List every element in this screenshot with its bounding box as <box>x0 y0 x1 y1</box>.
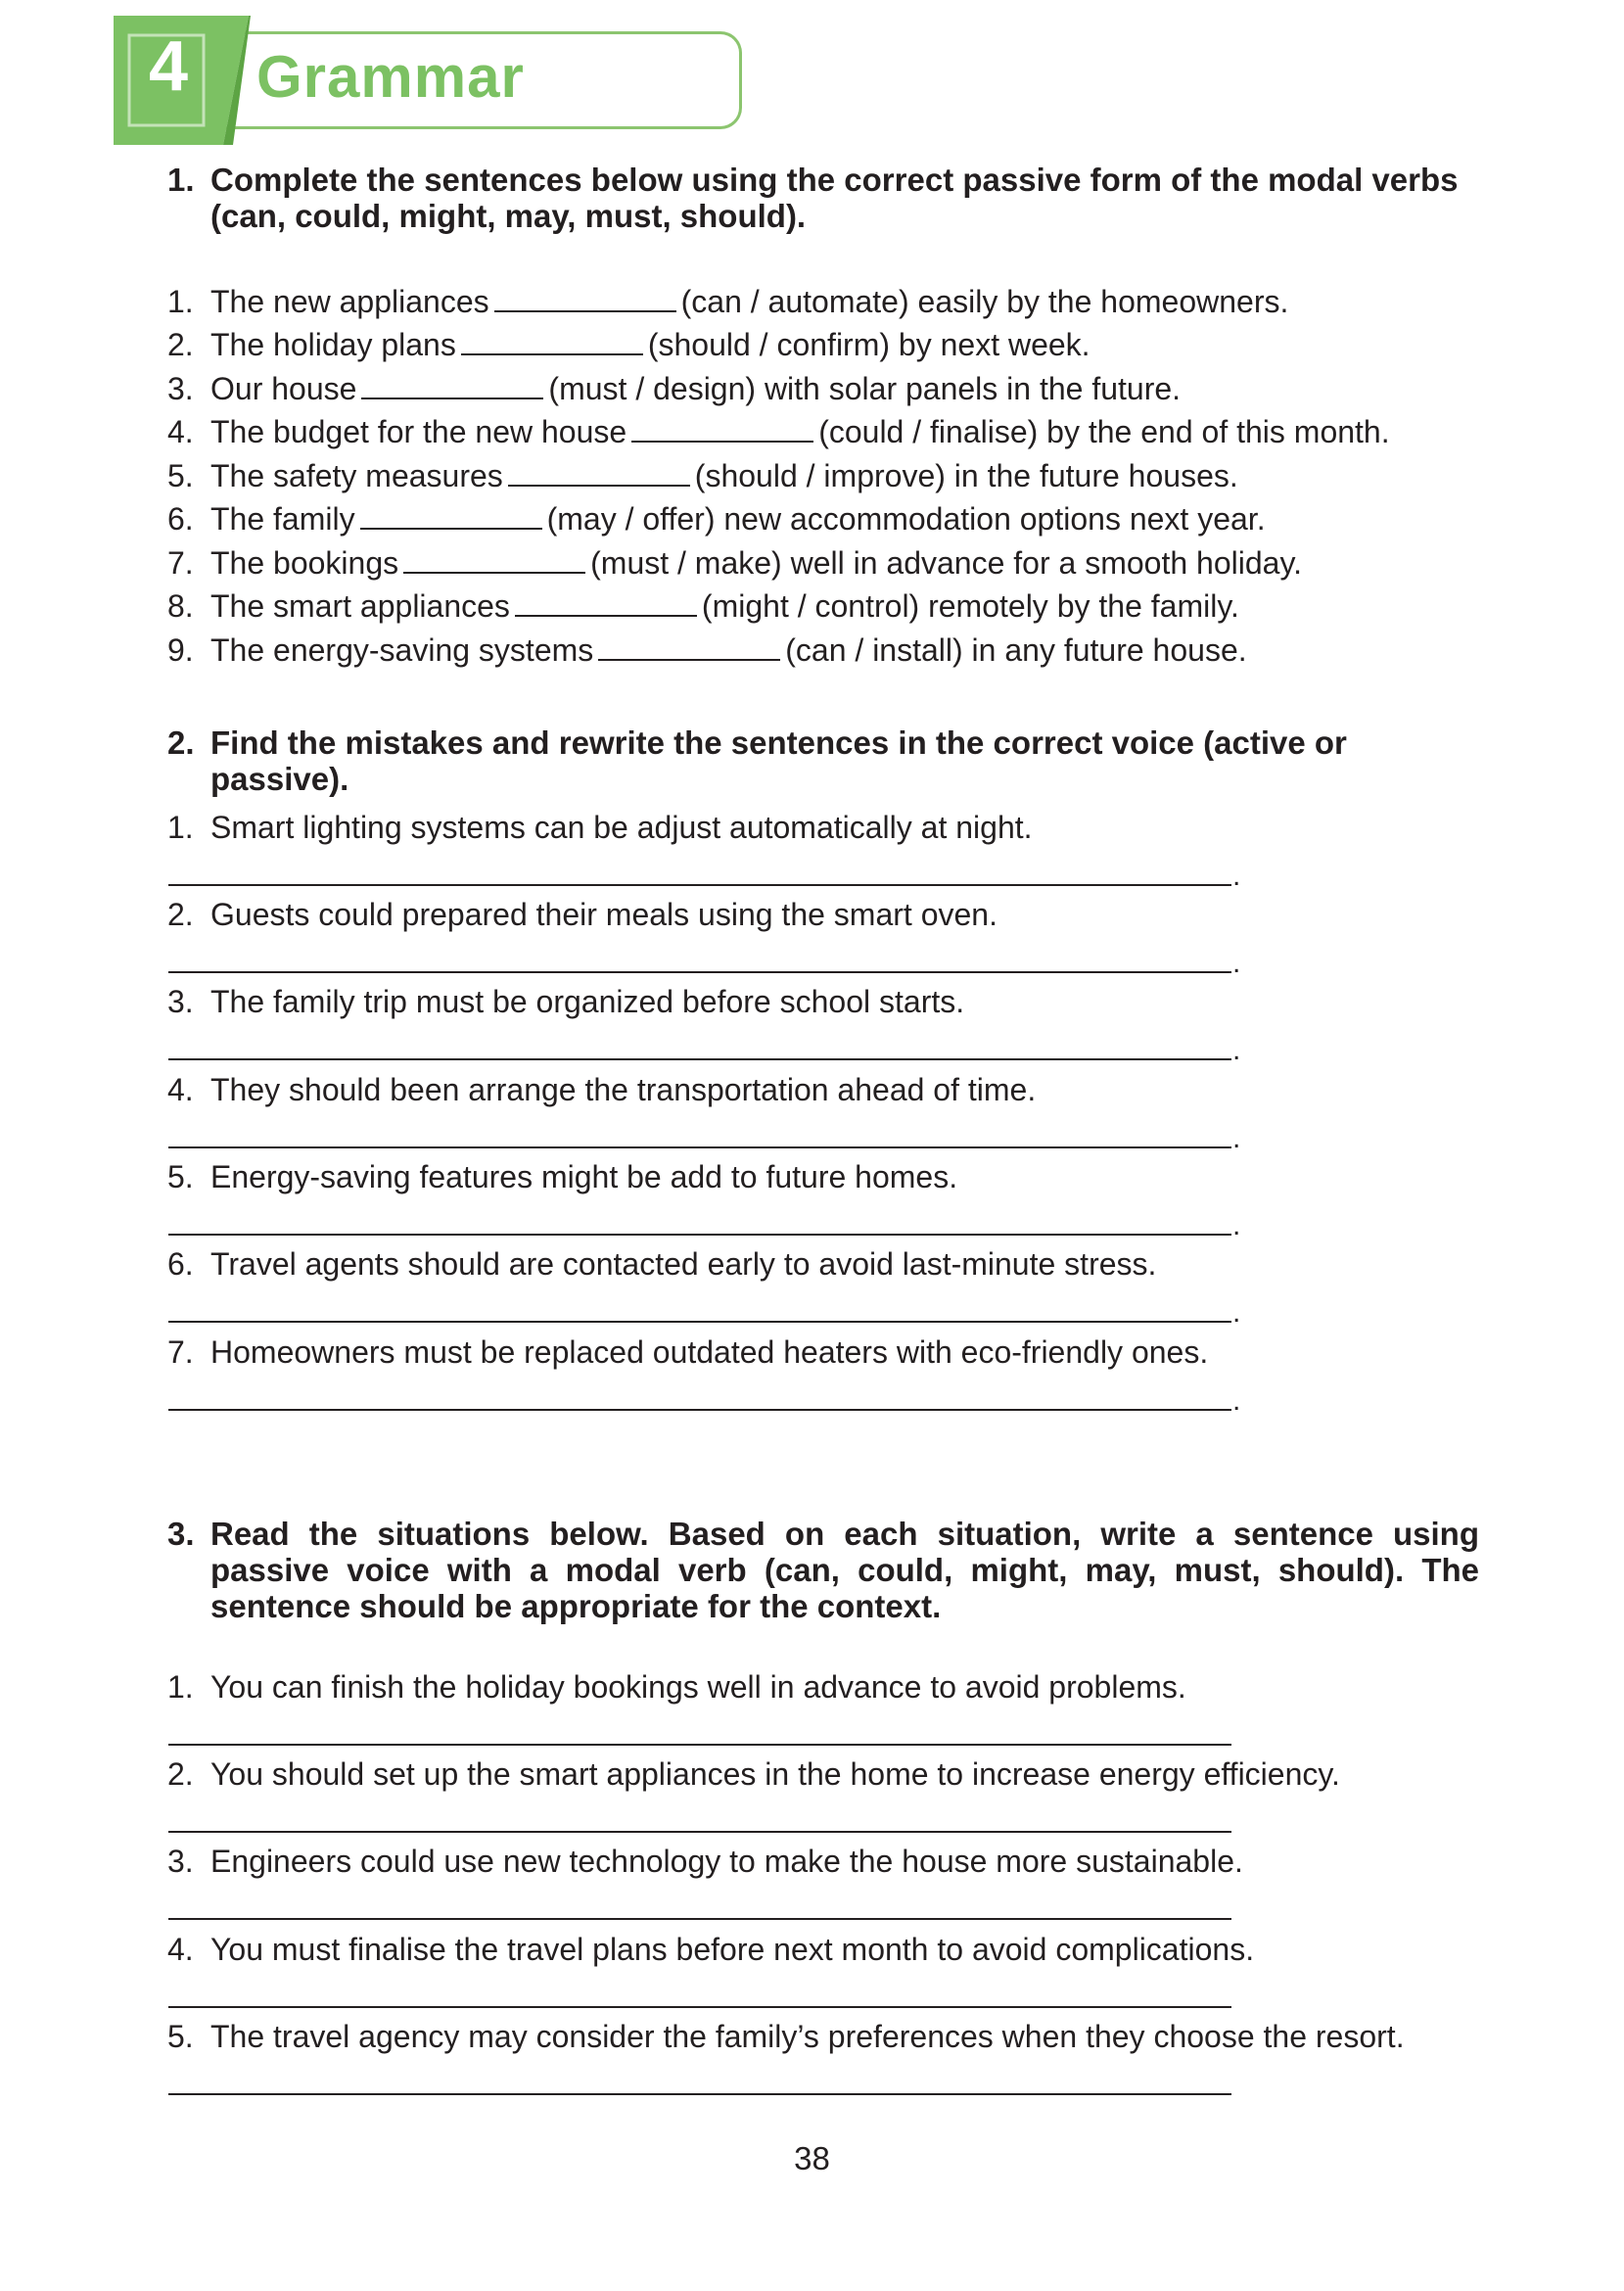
answer-line[interactable] <box>168 1058 1231 1060</box>
exercise-1-item <box>167 413 1390 450</box>
answer-line-period: . <box>1232 1296 1241 1329</box>
exercise-1-item <box>167 457 1238 494</box>
item-text-before: The budget for the new house <box>210 414 627 449</box>
item-number: 3. <box>167 371 194 406</box>
item-number: 7. <box>167 1334 194 1370</box>
answer-line[interactable] <box>168 1831 1231 1833</box>
answer-blank[interactable] <box>631 417 813 443</box>
item-text-after: (should / confirm) by next week. <box>647 327 1090 362</box>
exercise-3-item <box>167 2018 1405 2055</box>
item-text-before: The family <box>210 501 355 537</box>
section-2-number: 2. <box>167 725 195 761</box>
section-3-instruction <box>167 1516 1479 1624</box>
answer-blank[interactable] <box>360 504 542 530</box>
item-number: 6. <box>167 1246 194 1282</box>
section-1-instruction <box>167 162 1479 234</box>
answer-line[interactable] <box>168 1744 1231 1746</box>
answer-blank[interactable] <box>461 330 643 355</box>
exercise-2-item <box>167 1245 1156 1283</box>
answer-line[interactable] <box>168 2006 1231 2008</box>
exercise-3-item <box>167 1931 1254 1968</box>
item-number: 1. <box>167 284 194 319</box>
answer-blank[interactable] <box>361 374 543 399</box>
section-2-instruction-text: Find the mistakes and rewrite the sentences in the correct voice (active or passive). <box>210 725 1347 797</box>
exercise-1-item <box>167 283 1288 320</box>
section-3-number: 3. <box>167 1516 195 1552</box>
section-1-instruction-text: Complete the sentences below using the correct passive form of the modal verbs (can, could, might, may, must, should). <box>210 162 1459 234</box>
item-text-before: The energy-saving systems <box>210 632 594 668</box>
item-text <box>210 370 1181 407</box>
page-number: 38 <box>794 2140 830 2176</box>
item-text: They should been arrange the transportation ahead of time. <box>210 1072 1037 1107</box>
item-text: The family trip must be organized before school starts. <box>210 984 965 1019</box>
item-text <box>210 413 1390 450</box>
answer-line[interactable] <box>168 971 1231 973</box>
exercise-2-item <box>167 1333 1208 1371</box>
item-text <box>210 587 1239 625</box>
answer-line-period: . <box>1232 860 1241 892</box>
item-text-after: (must / make) well in advance for a smooth holiday. <box>590 545 1302 581</box>
exercise-1-item <box>167 631 1247 669</box>
answer-line-period: . <box>1232 1209 1241 1241</box>
exercise-2-item <box>167 896 998 933</box>
item-number: 7. <box>167 545 194 581</box>
exercise-3-item <box>167 1668 1186 1706</box>
item-text-before: The new appliances <box>210 284 489 319</box>
item-text <box>210 326 1090 363</box>
item-number: 3. <box>167 1844 194 1879</box>
exercise-1-item <box>167 544 1302 582</box>
item-text-before: The safety measures <box>210 458 503 493</box>
answer-line-period: . <box>1232 947 1241 979</box>
item-text: You can finish the holiday bookings well in advance to avoid problems. <box>210 1669 1186 1705</box>
item-number: 4. <box>167 414 194 449</box>
answer-line-period: . <box>1232 1122 1241 1154</box>
answer-line[interactable] <box>168 1409 1231 1411</box>
item-text-before: Our house <box>210 371 357 406</box>
section-2-instruction <box>167 725 1479 797</box>
exercise-2-item <box>167 1158 957 1195</box>
item-text: Engineers could use new technology to make the house more sustainable. <box>210 1844 1243 1879</box>
item-text: Guests could prepared their meals using the smart oven. <box>210 897 998 932</box>
item-number: 1. <box>167 810 194 845</box>
item-text: Travel agents should are contacted early to avoid last-minute stress. <box>210 1246 1157 1282</box>
item-number: 5. <box>167 2019 194 2054</box>
item-text-before: The bookings <box>210 545 399 581</box>
item-text <box>210 500 1266 538</box>
answer-line-period: . <box>1232 1034 1241 1066</box>
item-text: Smart lighting systems can be adjust automatically at night. <box>210 810 1033 845</box>
exercise-2-item <box>167 1071 1036 1108</box>
item-number: 9. <box>167 632 194 668</box>
item-number: 1. <box>167 1669 194 1705</box>
exercise-1-item <box>167 326 1090 363</box>
item-number: 2. <box>167 897 194 932</box>
answer-line[interactable] <box>168 1146 1231 1148</box>
answer-line[interactable] <box>168 1234 1231 1236</box>
exercise-2-item <box>167 983 964 1020</box>
answer-blank[interactable] <box>515 591 697 617</box>
item-text-after: (can / automate) easily by the homeowners. <box>680 284 1289 319</box>
answer-blank[interactable] <box>508 461 690 487</box>
exercise-1-item <box>167 370 1181 407</box>
exercise-2-item <box>167 809 1033 846</box>
page-title: Grammar <box>256 44 525 110</box>
item-text: Energy-saving features might be add to future homes. <box>210 1159 958 1194</box>
section-1-number: 1. <box>167 162 195 198</box>
answer-line-period: . <box>1232 1384 1241 1417</box>
item-number: 3. <box>167 984 194 1019</box>
item-number: 4. <box>167 1932 194 1967</box>
item-text <box>210 283 1288 320</box>
item-text-before: The smart appliances <box>210 588 510 624</box>
item-number: 2. <box>167 327 194 362</box>
item-number: 5. <box>167 1159 194 1194</box>
item-number: 6. <box>167 501 194 537</box>
answer-blank[interactable] <box>494 287 676 312</box>
exercise-1-item <box>167 500 1266 538</box>
item-text <box>210 544 1302 582</box>
answer-blank[interactable] <box>403 548 585 574</box>
item-text <box>210 631 1247 669</box>
item-text: The travel agency may consider the family’s preferences when they choose the resort. <box>210 2019 1405 2054</box>
exercise-3-item <box>167 1843 1243 1880</box>
item-text: You should set up the smart appliances in the home to increase energy efficiency. <box>210 1756 1340 1792</box>
item-number: 5. <box>167 458 194 493</box>
item-number: 2. <box>167 1756 194 1792</box>
item-text-after: (can / install) in any future house. <box>785 632 1247 668</box>
exercise-3-item <box>167 1755 1340 1793</box>
answer-line[interactable] <box>168 1918 1231 1920</box>
answer-line[interactable] <box>168 1321 1231 1323</box>
answer-line[interactable] <box>168 884 1231 886</box>
answer-line[interactable] <box>168 2093 1231 2095</box>
item-text-after: (should / improve) in the future houses. <box>694 458 1238 493</box>
item-text-after: (might / control) remotely by the family. <box>701 588 1239 624</box>
unit-header <box>108 14 748 137</box>
unit-number: 4 <box>148 27 189 106</box>
item-text-before: The holiday plans <box>210 327 456 362</box>
item-text-after: (could / finalise) by the end of this month. <box>818 414 1390 449</box>
item-text: Homeowners must be replaced outdated heaters with eco-friendly ones. <box>210 1334 1209 1370</box>
item-text-after: (may / offer) new accommodation options next year. <box>546 501 1266 537</box>
answer-blank[interactable] <box>598 635 780 661</box>
item-number: 8. <box>167 588 194 624</box>
item-text: You must finalise the travel plans before next month to avoid complications. <box>210 1932 1255 1967</box>
section-3-instruction-text: Read the situations below. Based on each situation, write a sentence using passive voice with a modal verb (can, could, might, may, must, should). The sentence should be appropriate for the context. <box>210 1516 1479 1624</box>
exercise-1-item <box>167 587 1239 625</box>
item-number: 4. <box>167 1072 194 1107</box>
item-text <box>210 457 1238 494</box>
item-text-after: (must / design) with solar panels in the future. <box>548 371 1182 406</box>
